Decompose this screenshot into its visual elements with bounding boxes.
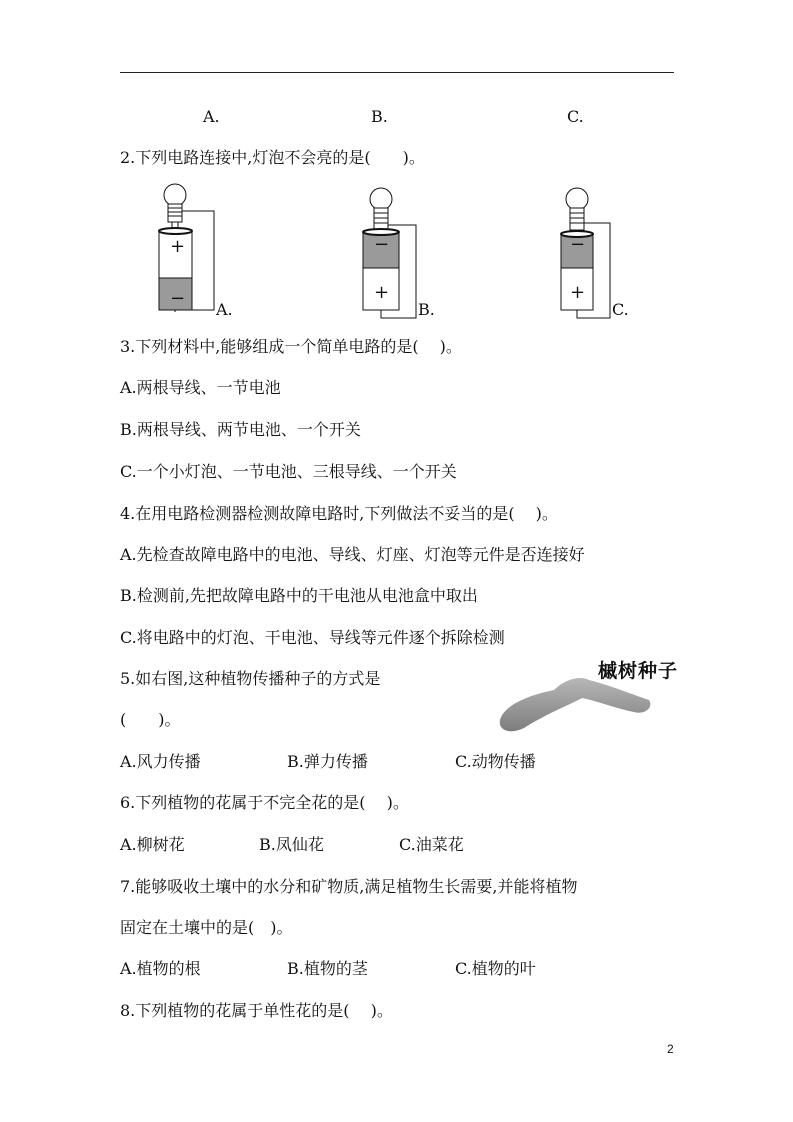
q7-option-a: A.植物的根 [120, 959, 201, 978]
q5-option-a: A.风力传播 [120, 752, 201, 771]
q5-blank: ( )。 [120, 710, 181, 729]
circuit-figure-a [150, 180, 240, 324]
q2-question: 2.下列电路连接中,灯泡不会亮的是( )。 [120, 148, 425, 167]
battery-bulb-b-icon [352, 180, 442, 320]
q5-option-b: B.弹力传播 [287, 752, 368, 771]
q7-option-b: B.植物的茎 [287, 959, 368, 978]
q6-question: 6.下列植物的花属于不完全花的是( )。 [120, 793, 409, 812]
q4-option-b: B.检测前,先把故障电路中的干电池从电池盒中取出 [120, 586, 478, 605]
battery-b-bottom-sign: + [374, 282, 390, 303]
q7-question-line2: 固定在土壤中的是( )。 [120, 918, 293, 937]
q6-option-a: A.柳树花 [120, 835, 185, 854]
q5-option-c: C.动物传播 [455, 752, 536, 771]
circuit-figure-c [550, 180, 640, 324]
battery-bulb-c-icon [550, 180, 640, 320]
q8-question: 8.下列植物的花属于单性花的是( )。 [120, 1001, 393, 1020]
figure-a-label: A. [216, 300, 233, 319]
battery-a-bottom-sign: − [170, 288, 186, 309]
circuit-figure-b [352, 180, 442, 324]
q5-question: 5.如右图,这种植物传播种子的方式是 [120, 669, 381, 688]
header-rule [120, 72, 674, 73]
battery-b-top-sign: − [374, 234, 390, 255]
battery-c-bottom-sign: + [570, 282, 586, 303]
q3-question: 3.下列材料中,能够组成一个简单电路的是( )。 [120, 337, 462, 356]
figure-b-label: B. [418, 300, 435, 319]
battery-a-top-sign: + [170, 236, 186, 257]
q1-option-c: C. [567, 107, 584, 126]
q4-option-c: C.将电路中的灯泡、干电池、导线等元件逐个拆除检测 [120, 628, 505, 647]
q1-option-b: B. [371, 107, 388, 126]
battery-bulb-a-icon [150, 180, 240, 320]
q3-option-b: B.两根导线、两节电池、一个开关 [120, 420, 361, 439]
q4-question: 4.在用电路检测器检测故障电路时,下列做法不妥当的是( )。 [120, 504, 558, 523]
q7-option-c: C.植物的叶 [455, 959, 536, 978]
q6-option-c: C.油菜花 [399, 835, 464, 854]
q1-option-a: A. [203, 107, 220, 126]
page-number: 2 [667, 1042, 674, 1056]
q4-option-a: A.先检查故障电路中的电池、导线、灯座、灯泡等元件是否连接好 [120, 545, 585, 564]
q7-question-line1: 7.能够吸收土壤中的水分和矿物质,满足植物生长需要,并能将植物 [120, 877, 578, 896]
battery-c-top-sign: − [570, 234, 586, 255]
figure-c-label: C. [612, 300, 629, 319]
seed-image-caption: 槭树种子 [598, 660, 679, 682]
q3-option-a: A.两根导线、一节电池 [120, 378, 281, 397]
q3-option-c: C.一个小灯泡、一节电池、三根导线、一个开关 [120, 462, 457, 481]
q6-option-b: B.凤仙花 [259, 835, 324, 854]
